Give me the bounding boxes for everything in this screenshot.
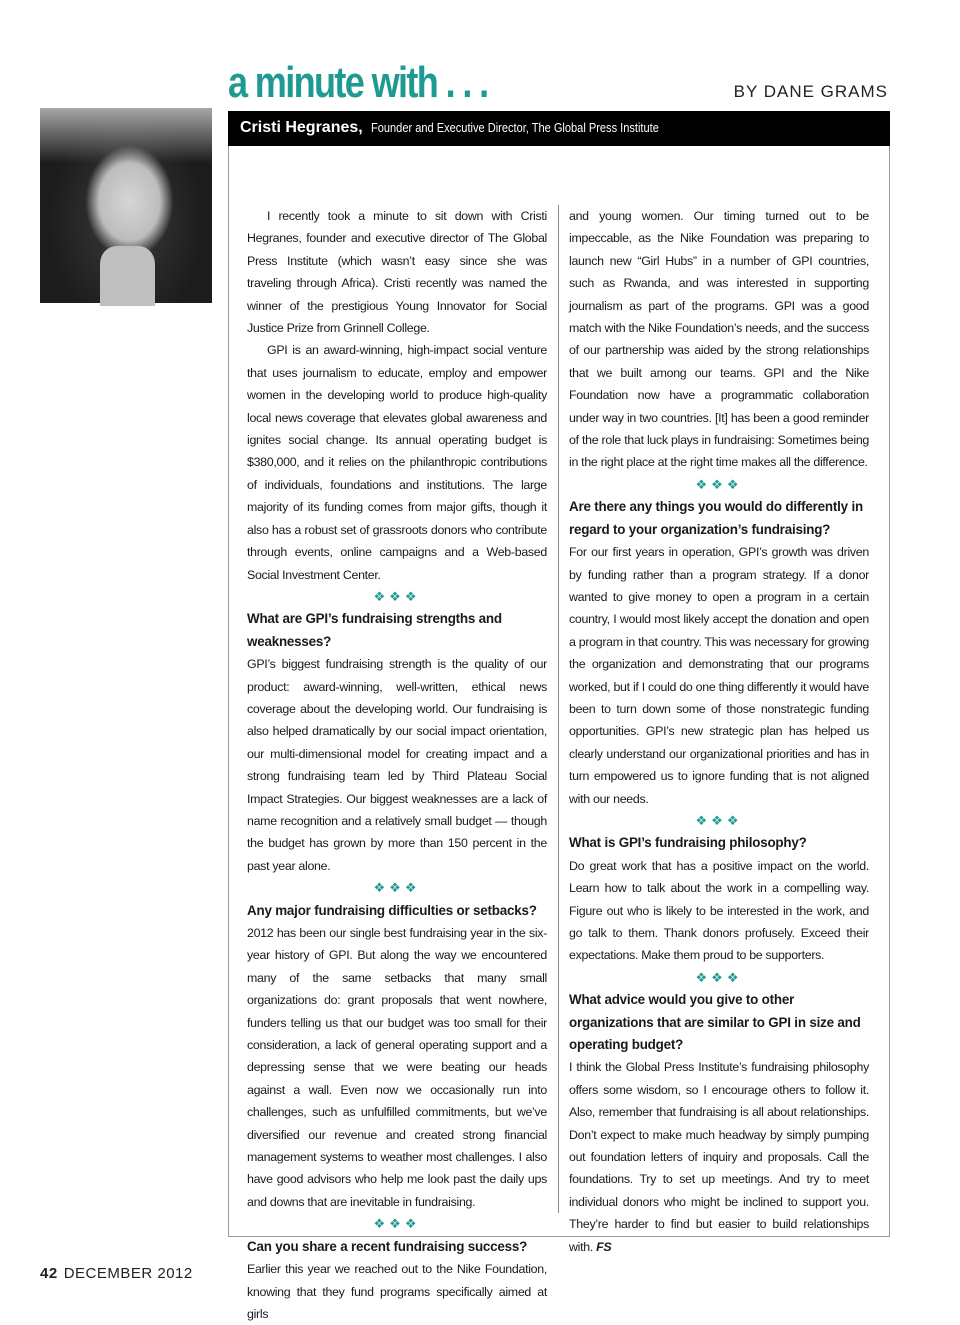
- page-footer: [40, 1265, 193, 1282]
- question-heading: Can you share a recent fundraising success?: [247, 1238, 528, 1254]
- column-divider: [558, 205, 559, 1213]
- issue-date: DECEMBER 2012: [63, 1265, 193, 1282]
- answer-paragraph-final: [569, 1056, 869, 1258]
- signoff-mark: FS: [596, 1239, 612, 1254]
- answer-text: I think the Global Press Institute’s fundraising philosophy offers some wisdom, so I encourage others to follow it. Also, remember that fundraising is all about relationships. Don’t expect to make much headway by simply pumping out foundation letters of inquiry and proposals. Call the foundations. Try to set up meetings. And try to meet individual donors who might be inclined to support you. They’re harder to find but easier to build relationships with.: [569, 1060, 869, 1254]
- article-column-left: [247, 205, 547, 1321]
- answer-paragraph: Do great work that has a positive impact on the world. Learn how to talk about the work in a compelling way. Figure out who is likely to be interested in the work, and go talk to them. Thank donors profusely. Exceed their expectations. Make them proud to be supporters.: [569, 858, 869, 963]
- section-separator: ❖❖❖: [695, 812, 743, 828]
- answer-paragraph: GPI’s biggest fundraising strength is the quality of our product: award-winning, well-written, ethical news coverage about the developing world. Our fundraising is also helped dramatically by our social impact orientation, our multi-dimensional model for creating impact and a strong fundraising team led by Third Plateau Social Impact Strategies. Our biggest weaknesses are a lack of name recognition and a relatively small budget — though the budget has grown by more than 150 percent in the past year alone.: [247, 657, 547, 873]
- section-separator: ❖❖❖: [695, 476, 743, 492]
- article-column-right: [569, 205, 869, 1254]
- section-separator: ❖❖❖: [373, 588, 421, 604]
- name-bar: [228, 111, 890, 146]
- question-heading: Any major fundraising difficulties or setbacks?: [247, 902, 537, 918]
- section-separator: ❖❖❖: [373, 1216, 421, 1232]
- byline: BY DANE GRAMS: [733, 82, 888, 101]
- section-separator: ❖❖❖: [373, 880, 421, 896]
- question-heading: What is GPI’s fundraising philosophy?: [569, 835, 807, 851]
- answer-paragraph: Earlier this year we reached out to the Nike Foundation, knowing that they fund programs specifically aimed at girls: [247, 1262, 547, 1321]
- question-heading: What advice would you give to other organizations that are similar to GPI in size and operating budget?: [569, 992, 861, 1053]
- question-heading: What are GPI’s fundraising strengths and weaknesses?: [247, 611, 502, 649]
- answer-paragraph: and young women. Our timing turned out to be impeccable, as the Nike Foundation was preparing to launch new “Girl Hubs” in a number of GPI countries, such as Rwanda, and was interested in supporting journalism as part of the programs. GPI was a good match with the Nike Foundation’s needs, and the success of our partnership was aided by the strong relationships that we built among our teams. GPI and the Nike Foundation now have a programmatic collaboration under way in two countries. [It] has been a good reminder of the role that luck plays in fundraising: Sometimes being in the right place at the right time makes all the difference.: [569, 209, 869, 470]
- section-title: a minute with . . .: [228, 58, 488, 107]
- interviewee-role: Founder and Executive Director, The Global Press Institute: [371, 120, 660, 135]
- question-heading: Are there any things you would do differently in regard to your organization’s fundraising?: [569, 499, 863, 537]
- answer-paragraph: 2012 has been our single best fundraising year in the six-year history of GPI. But along the way we encountered many of the same setbacks that many small organizations do: grant proposals that went nowhere, funders telling us that our budget was too small for their consideration, a lack of general operating support and a depressing sense that we were beating our heads against a wall. Even now we occasionally run into challenges, such as unfulfilled commitments, but we’ve diversified our revenue and created strong financial management systems to weather most challenges. I also have good advisors who help me look past the daily ups and downs that are inevitable in fundraising.: [247, 926, 547, 1209]
- interviewee-name: Cristi Hegranes,: [240, 119, 363, 136]
- gpi-description-paragraph: GPI is an award-winning, high-impact social venture that uses journalism to educate, employ and empower women in the developing world to produce high-quality local news coverage that elevates global awareness and ignites social change. Its annual operating budget is $380,000, and it relies on the philanthropic contributions of individuals, foundations and institutions. The large majority of its funding comes from major gifts, though it also has a robust set of grassroots donors who contribute through events, online campaigns and a Web-based Social Investment Center.: [247, 343, 547, 582]
- section-separator: ❖❖❖: [695, 969, 743, 985]
- answer-paragraph: For our first years in operation, GPI’s growth was driven by funding rather than a program strategy. If a donor wanted to give money to open a program in a certain country, I would most likely accept the donation and open a program in that country. This was necessary for growing the organization and demonstrating that our programs worked, but if I could do one thing differently it would have been to turn down some of those nonstrategic funding opportunities. GPI’s new strategic plan has helped us clearly understand our organizational priorities and has in turn empowered us to ignore funding that is not aligned with our needs.: [569, 545, 869, 806]
- portrait-photo: [40, 108, 212, 303]
- intro-paragraph: I recently took a minute to sit down with Cristi Hegranes, founder and executive director of The Global Press Institute (which wasn’t easy since she was traveling through Africa). Cristi recently was named the winner of the prestigious Young Innovator for Social Justice Prize from Grinnell College.: [247, 209, 547, 336]
- page-number: 42: [40, 1265, 58, 1282]
